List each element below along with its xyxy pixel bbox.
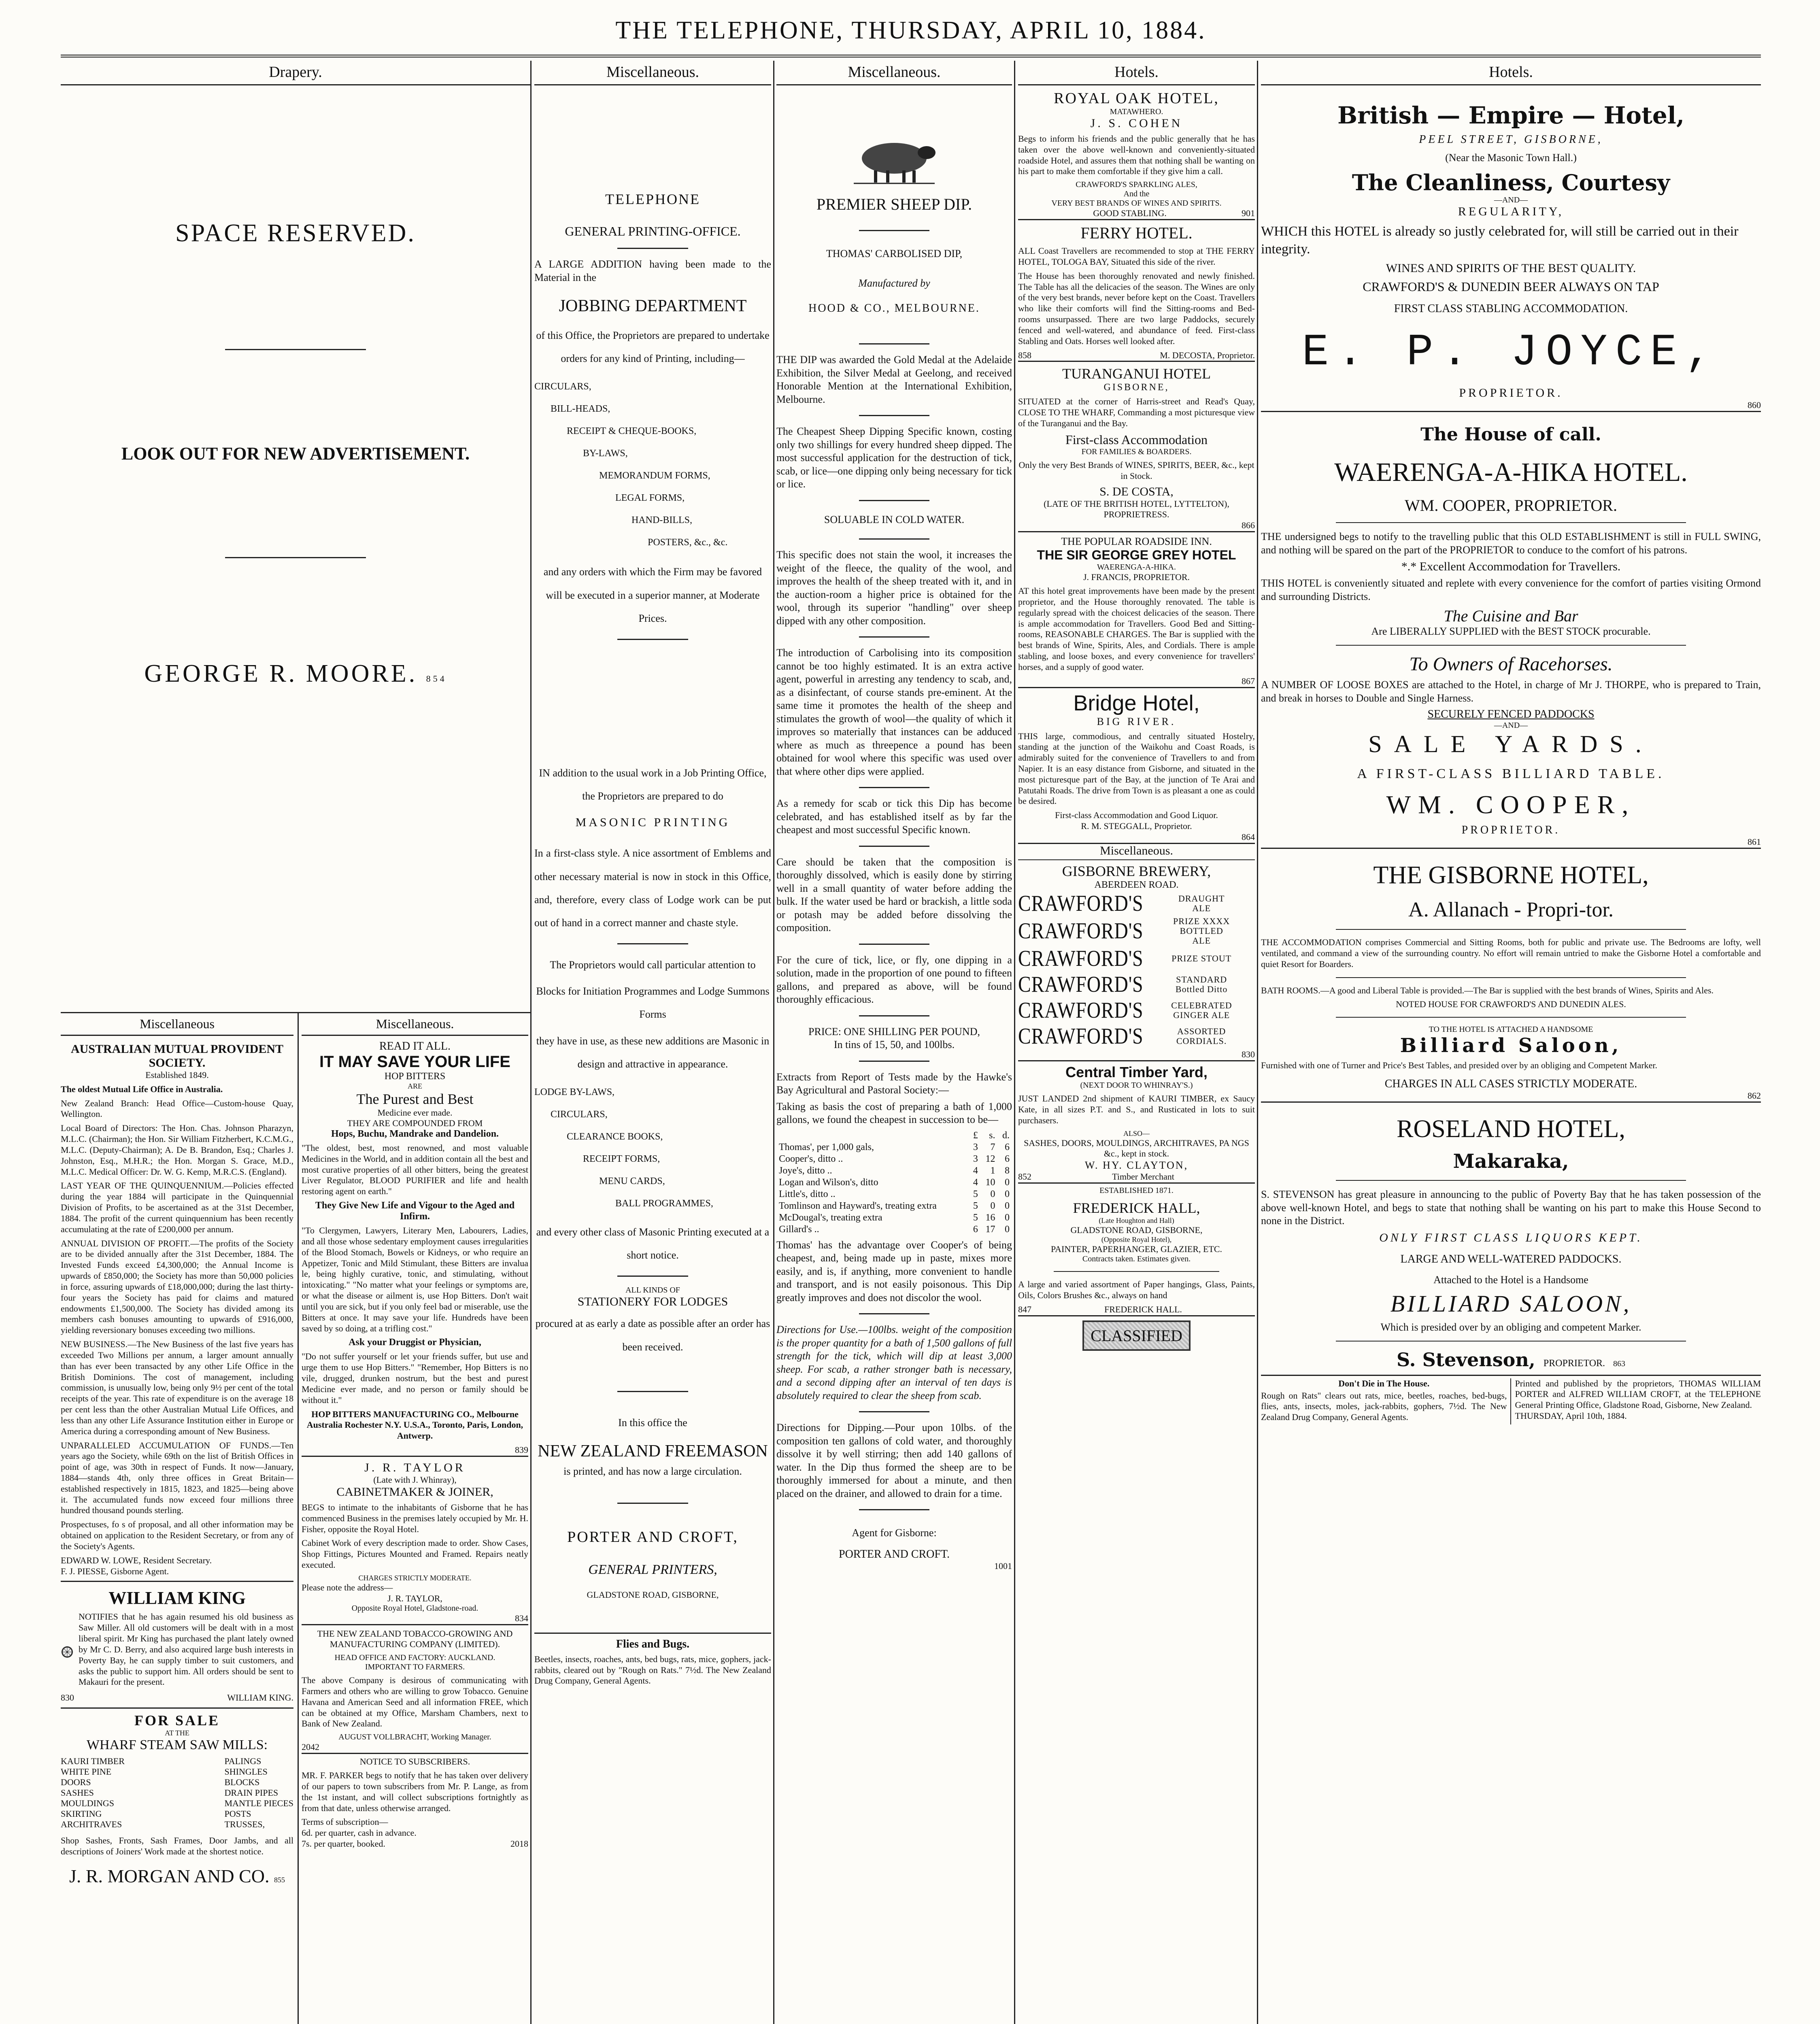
table-cell: 0 <box>1005 1212 1010 1223</box>
table-cell: 3 <box>973 1142 978 1152</box>
list-item: LEGAL FORMS, <box>615 493 685 504</box>
list-item: HAND-BILLS, <box>631 515 692 526</box>
list-item: LODGE BY-LAWS, <box>534 1087 615 1097</box>
list-item: DOORS <box>61 1777 91 1788</box>
list-item: DRAIN PIPES <box>224 1788 279 1798</box>
list-item: BY-LAWS, <box>583 448 628 459</box>
morgan-firm: J. R. MORGAN AND CO. 855 <box>69 1865 285 1886</box>
list-item: KAURI TIMBER <box>61 1756 125 1767</box>
list-item: WHITE PINE <box>61 1767 112 1777</box>
table-cell: Gillard's .. <box>779 1224 819 1235</box>
list-item: MENU CARDS, <box>599 1176 665 1186</box>
turanganui-title: TURANGANUI HOTEL <box>1062 366 1211 382</box>
stevenson-name: S. Stevenson, <box>1396 1348 1535 1371</box>
space-reserved: SPACE RESERVED. <box>175 219 416 247</box>
table-cell: Logan and Wilson's, ditto <box>779 1177 878 1188</box>
list-item: SKIRTING <box>61 1809 102 1819</box>
table-cell: 0 <box>1005 1188 1010 1199</box>
table-cell: 5 <box>973 1200 978 1211</box>
imprint: Printed and published by the proprietors, THOMAS WILLIAM PORTER and ALFRED WILLIAM CROFT, at the TELEPHONE General Printing Office, Gladstone Road, Gisborne, New Zealand. <box>1515 1378 1761 1410</box>
section-head: Miscellaneous. <box>534 61 771 85</box>
king-title: WILLIAM KING <box>108 1588 246 1608</box>
column-divider <box>298 1012 299 2024</box>
table-cell: Cooper's, ditto .. <box>779 1153 843 1164</box>
list-item: RECEIPT FORMS, <box>583 1154 660 1164</box>
section-head: Miscellaneous. <box>776 61 1012 85</box>
table-row <box>776 1153 1012 1165</box>
list-item: BALL PROGRAMMES, <box>615 1198 713 1209</box>
table-header: £ <box>973 1130 978 1141</box>
table-cell: 6 <box>1005 1142 1010 1152</box>
printing-list <box>534 381 771 548</box>
table-cell: 1 <box>990 1165 995 1176</box>
table-cell: 5 <box>973 1212 978 1223</box>
brand-product: STANDARD Bottled Ditto <box>1175 974 1228 995</box>
list-item: BILL-HEADS, <box>551 404 610 415</box>
sheep-dip-column: Miscellaneous. PREMIER SHEEP DIP. THOMAS' CARBOLISED DIP, Manufactured by HOOD & CO., MELBOURNE. THE DIP was awarded the Gold Medal at the Adelaide Exhibition, the Silver Medal at Geelong, and received Honorable Mention at the International Exhibition, Melbourne. The Cheapest Sheep Dipping Specific known, costing only two shillings for every hundred sheep dipped. The most successful application for the destruction of tick, scab, or lice—one dipping only being necessary for tick or lice. SOLUABLE IN COLD WATER. This specific does not stain the wool, it increases the weight of the fleece, the quality of the wool, and improves the health of the sheep treated with it, and in the auction-room a higher price is obtained for the wool, through its superior "handling" over sheep dipped with any other composition. The introduction of Carbolising into its composition cannot be too highly estimated. It is an extra active agent, powerful in arresting any tendency to scab, and, as a disinfectant, of course stands pre-eminent. At the same time it promotes the health of the sheep and stimulates the growth of wool—the quality of which it improves so materially that instances can be adduced where as much as threepence a pound has been obtained for wool where this specific was used over that where other dips were applied. As a remedy for scab or tick this Dip has become celebrated, and has established itself as by far the cheapest and most successful Specific known. Care should be taken that the composition is thoroughly dissolved, which is easily done by stirring well in a small quantity of water before adding the bulk. If the water used be hard or brackish, a little soda or potash may be added before dissolving the composition. For the cure of tick, lice, or fly, one dipping in a solution, made in the proportion of one pound to fifteen gallons, and prepared as above, will be found thoroughly efficacious. PRICE: ONE SHILLING PER POUND, In tins of 15, 50, and 100lbs. Extracts from Report of Tests made by the Hawke's Bay Agricultural and Pastoral Society:— Taking as basis the cost of preparing a bath of 1,000 gallons, we found the cheapest in succession to be— £ s. d. Thomas', per 1,000 gals, 3 7 6 Cooper's, ditto .. 3 12 6 Joye's, ditto .. 4 1 8 Logan and Wilson's, ditto 4 10 0 Little's, ditto .. 5 0 0 Tomlinson and Hayward's, treating extra 5 0 0 McDougal's, treating extra 5 16 0 Gillard's .. 6 17 0 Thomas' has the advantage over Cooper's of being cheapest, and, being made up in paste, mixes more easily, and is, if anything, more convenient to handle and transport, and is not easily poisonous. This Dip greatly improves and does not discolor the wool. Directions for Use.—100lbs. weight of the composition is the proper quantity for a bath of 1,500 gallons of full strength for the tick, which will dip at least 3,000 sheep. For scab, a rather stronger bath is necessary, and a second dipping after an interval of ten days is absolutely required to clear the sheep from scab. Directions for Dipping.—Pour upon 10lbs. of the composition ten gallons of cold water, and thoroughly dissolve it by well stirring; then add 140 gallons of water. In the Dip thus formed the sheep are to be thoroughly immersed for about a minute, and then placed on the drainer, and allowed to drain for a time. Agent for Gisborne: PORTER AND CROFT. 1001 <box>776 61 1012 2024</box>
list-item: BLOCKS <box>224 1777 260 1788</box>
joyce-name: E. P. JOYCE, <box>1302 327 1720 378</box>
look-out-notice: LOOK OUT FOR NEW ADVERTISEMENT. <box>121 444 470 463</box>
sheep-icon <box>850 130 939 187</box>
hotels-column: Hotels. ROYAL OAK HOTEL, MATAWHERO. J. S. COHEN Begs to inform his friends and the public generally that he has taken over the above well-known and conveniently-situated roadside Hotel, and assures them that nothing shall be wanting on his part to make them comfortable if they give him a call. CRAWFORD'S SPARKLING ALES, And the VERY BEST BRANDS OF WINES AND SPIRITS. GOOD STABLING. 901 FERRY HOTEL. ALL Coast Travellers are recommended to stop at THE FERRY HOTEL, TOLOGA BAY, Situated this side of the river. The House has been thoroughly renovated and newly finished. The Table has all the delicacies of the season. The Wines are only of the very best brands, never before kept on the Coast. Travellers who like their comforts will find the Sitting-rooms and Bed-rooms unsurpassed. There are two large Paddocks, securely fenced and well-watered, and abundance of feed. First-class Stabling and Oats. Horses well looked after. 858 M. DECOSTA, Proprietor. TURANGANUI HOTEL GISBORNE, SITUATED at the corner of Harris-street and Read's Quay, CLOSE TO THE WHARF, Commanding a most picturesque view of the Turanganui and the Bay. First-class Accommodation FOR FAMILIES & BOARDERS. Only the very Best Brands of WINES, SPIRITS, BEER, &c., kept in Stock. S. DE COSTA, (LATE OF THE BRITISH HOTEL, LYTTELTON), PROPRIETRESS. 866 THE POPULAR ROADSIDE INN. THE SIR GEORGE GREY HOTEL WAERENGA-A-HIKA. J. FRANCIS, PROPRIETOR. AT this hotel great improvements have been made by the present proprietor, and the House thoroughly renovated. The table is regularly spread with the choicest delicacies of the season. There is ample accommodation for Travellers. Good Bed and Sitting-rooms, REASONABLE CHARGES. The Bar is supplied with the best brands of Wine, Spirits, Ales, and Cordials. There is ample stabling, and loose boxes, and every convenience for travellers' horses, and a supply of good water. 867 Bridge Hotel, BIG RIVER. THIS large, commodious, and centrally situated Hostelry, standing at the junction of the Waikohu and Coast Roads, is admirably suited for the convenience of Travellers to and from Napier. It is an easy distance from Gisborne, and situated in the most picturesque part of the Bay, at the junction of Te Arai and Patutahi Roads. The drive from Town is as pleasant a one as could be desired. First-class Accommodation and Good Liquor. R. M. STEGGALL, Proprietor. 864 Miscellaneous. GISBORNE BREWERY, ABERDEEN ROAD. CRAWFORD'S DRAUGHT ALE CRAWFORD'S PRIZE XXXX BOTTLED ALE CRAWFORD'S PRIZE STOUT CRAWFORD'S STANDARD Bottled Ditto CRAWFORD'S CELEBRATED GINGER ALE CRAWFORD'S ASSORTED CORDIALS. 830 Central Timber Yard, (NEXT DOOR TO WHINRAY'S.) JUST LANDED 2nd shipment of KAURI TIMBER, ex Saucy Kate, in all sizes P.T. and S., and Rusticated in lots to suit purchasers. ALSO— SASHES, DOORS, MOULDINGS, ARCHITRAVES, PA NGS &c., kept in stock. W. HY. CLAYTON, 852 Timber Merchant ESTABLISHED 1871. FREDERICK HALL, (Late Houghton and Hall) GLADSTONE ROAD, GISBORNE, (Opposite Royal Hotel), PAINTER, PAPERHANGER, GLAZIER, ETC. Contracts taken. Estimates given. A large and varied assortment of Paper hangings, Glass, Paints, Oils, Colors Brushes &c., always on hand 847 FREDERICK HALL. CLASSIFIED <box>1018 61 1255 2024</box>
section-head: Hotels. <box>1261 61 1761 85</box>
hop-column: Miscellaneous. READ IT ALL. IT MAY SAVE YOUR LIFE HOP BITTERS ARE The Purest and Best Medicine ever made. THEY ARE COMPOUNDED FROM Hops, Buchu, Mandrake and Dandelion. "The oldest, best, most renowned, and most valuable Medicines in the World, and in addition contain all the best and most curative properties of all other bitters, being the greatest Liver Regulator, BLOOD PURIFIER and life and health restoring agent on earth." They Give New Life and Vigour to the Aged and Infirm. "To Clergymen, Lawyers, Literary Men, Labourers, Ladies, and all those whose sedentary employment causes irregularities of the Blood Stomach, Bowels or Kidneys, or who require an Appetizer, Tonic and Mild Stimulant, these Bitters are invalua le, being highly curative, tonic, and stimulating, without intoxicating." "No matter what your feelings or symptoms are, or what the disease or ailment is, use Hop Bitters. Don't wait until you are sick, but if you only feel bad or miserable, use the Bitters at once. It may save your life. Hundreds have been saved by so doing, at a trifling cost." Ask your Druggist or Physician, "Do not suffer yourself or let your friends suffer, but use and urge them to use Hop Bitters." "Remember, Hop Bitters is no vile, drugged, drunken nostrum, but the best and purest Medicine ever made, and no person or family should be without it." HOP BITTERS MANUFACTURING CO., Melbourne Australia Rochester N.Y. U.S.A., Toronto, Paris, London, Antwerp. 839 J. R. TAYLOR (Late with J. Whinray), CABINETMAKER & JOINER, BEGS to intimate to the inhabitants of Gisborne that he has commenced Business in the premises lately occupied by Mr. H. Fisher, opposite the Royal Hotel. Cabinet Work of every description made to order. Show Cases, Shop Fittings, Pictures Mounted and Framed. Repairs neatly executed. CHARGES STRICTLY MODERATE. Please note the address— J. R. TAYLOR, Opposite Royal Hotel, Gladstone-road. 834 THE NEW ZEALAND TOBACCO-GROWING AND MANUFACTURING COMPANY (LIMITED). HEAD OFFICE AND FACTORY: AUCKLAND. IMPORTANT TO FARMERS. The above Company is desirous of communicating with Farmers and others who are willing to grow Tobacco. Genuine Havana and American Seed and all information FREE, which can be obtained at my Office, Marsham Chambers, next to Bank of New Zealand. AUGUST VOLLBRACHT, Working Manager. 2042 NOTICE TO SUBSCRIBERS. MR. F. PARKER begs to notify that he has taken over delivery of our papers to town subscribers from Mr. P. Lange, as from the 1st instant, and will collect subscriptions fortnightly as from that date, unless otherwise arranged. Terms of subscription— 6d. per quarter, cash in advance. 7s. per quarter, booked. 2018 <box>302 1014 528 2024</box>
table-cell: 17 <box>985 1224 995 1235</box>
table-cell: 16 <box>985 1212 995 1223</box>
brand-name: CRAWFORD'S <box>1018 946 1144 972</box>
brewery-item <box>1018 946 1255 972</box>
table-cell: 0 <box>990 1188 995 1199</box>
brewery-item <box>1018 997 1255 1023</box>
brand-product: DRAUGHT ALE <box>1178 893 1225 913</box>
masthead: THE TELEPHONE, THURSDAY, APRIL 10, 1884. <box>615 17 1206 44</box>
brewery-item <box>1018 916 1255 946</box>
table-cell: 0 <box>1005 1177 1010 1188</box>
hotels-right-column: Hotels. British — Empire — Hotel, PEEL STREET, GISBORNE, (Near the Masonic Town Hall.) The Cleanliness, Courtesy —AND— REGULARITY, WHICH this HOTEL is already so justly celebrated for, will still be carried out in their integrity. WINES AND SPIRITS OF THE BEST QUALITY. CRAWFORD'S & DUNEDIN BEER ALWAYS ON TAP FIRST CLASS STABLING ACCOMMODATION. E. P. JOYCE, PROPRIETOR. 860 The House of call. WAERENGA-A-HIKA HOTEL. WM. COOPER, PROPRIETOR. THE undersigned begs to notify to the travelling public that this OLD ESTABLISHMENT is still in FULL SWING, and nothing will be spared on the part of the PROPRIETOR to conduce to the comfort of his patrons. *.* Excellent Accommodation for Travellers. THIS HOTEL is conveniently situated and replete with every convenience for the comfort of parties visiting Ormond and surrounding Districts. The Cuisine and Bar Are LIBERALLY SUPPLIED with the BEST STOCK procurable. To Owners of Racehorses. A NUMBER OF LOOSE BOXES are attached to the Hotel, in charge of Mr J. THORPE, who is prepared to Train, and break in horses to Double and Single Harness. SECURELY FENCED PADDOCKS —AND— SALE YARDS. A FIRST-CLASS BILLIARD TABLE. WM. COOPER, PROPRIETOR. 861 THE GISBORNE HOTEL, A. Allanach - Propri-tor. THE ACCOMMODATION comprises Commercial and Sitting Rooms, both for public and private use. The Bedrooms are lofty, well ventilated, and command a view of the surrounding country. No effort will remain untried to make the Gisborne Hotel a comfortable and quiet Resort for Boarders. BATH ROOMS.—A good and Liberal Table is provided.—The Bar is supplied with the best brands of Wines, Spirits and Ales. NOTED HOUSE FOR CRAWFORD'S AND DUNEDIN ALES. TO THE HOTEL IS ATTACHED A HANDSOME Billiard Saloon, Furnished with one of Turner and Price's Best Tables, and presided over by an obliging and Competent Marker. CHARGES IN ALL CASES STRICTLY MODERATE. 862 ROSELAND HOTEL, Makaraka, S. STEVENSON has great pleasure in announcing to the public of Poverty Bay that he has taken possession of the above well-known Hotel, and begs to state that nothing shall be wanting on his part to make this House Second to none in the District. ONLY FIRST CLASS LIQUORS KEPT. LARGE AND WELL-WATERED PADDOCKS. Attached to the Hotel is a Handsome BILLIARD SALOON, Which is presided over by an obliging and competent Marker. S. Stevenson, PROPRIETOR. 863 Don't Die in The House. Rough on Rats" clears out rats, mice, beetles, roaches, bed-bugs, flies, ants, insects, moles, jack-rabbits, gophers, 7½d. The New Zealand Drug Company, General Agents. Printed and published by the proprietors, THOMAS WILLIAM PORTER and ALFRED WILLIAM CROFT, at the TELEPHONE General Printing Office, Gladstone Road, Gisborne, New Zealand. THURSDAY, April 10th, 1884. <box>1261 61 1761 2024</box>
roseland-hotel-title: ROSELAND HOTEL, <box>1397 1115 1625 1143</box>
amp-est: Established 1849. <box>145 1070 209 1080</box>
column-divider <box>1257 61 1258 2024</box>
table-row <box>776 1212 1012 1224</box>
table-cell: Tomlinson and Hayward's, treating extra <box>779 1200 937 1211</box>
section-head: Miscellaneous. <box>1018 844 1255 860</box>
printing-column: Miscellaneous. TELEPHONE GENERAL PRINTING-OFFICE. A LARGE ADDITION having been made to the Material in the JOBBING DEPARTMENT of this Office, the Proprietors are prepared to undertake orders for any kind of Printing, including— CIRCULARS, BILL-HEADS, RECEIPT & CHEQUE-BOOKS, BY-LAWS, MEMORANDUM FORMS, LEGAL FORMS, HAND-BILLS, POSTERS, &c., &c. and any orders with which the Firm may be favored will be executed in a superior manner, at Moderate Prices. IN addition to the usual work in a Job Printing Office, the Proprietors are prepared to do MASONIC PRINTING In a first-class style. A nice assortment of Emblems and other necessary material is now in stock in this Office, and, therefore, every class of Lodge work can be put out of hand in a correct manner and chaste style. The Proprietors would call particular attention to Blocks for Initiation Programmes and Lodge Summons Forms they have in use, as these new additions are Masonic in design and attractive in appearance. LODGE BY-LAWS, CIRCULARS, CLEARANCE BOOKS, RECEIPT FORMS, MENU CARDS, BALL PROGRAMMES, and every other class of Masonic Printing executed at a short notice. ALL KINDS OF STATIONERY FOR LODGES procured at as early a date as possible after an order has been received. In this office the NEW ZEALAND FREEMASON is printed, and has now a large circulation. PORTER AND CROFT, GENERAL PRINTERS, GLADSTONE ROAD, GISBORNE, Flies and Bugs. Beetles, insects, roaches, ants, bed bugs, rats, mice, gophers, jack-rabbits, cleared out by "Rough on Rats." 7½d. The New Zealand Drug Company, General Agents. <box>534 61 771 2024</box>
sir-george-grey-title: THE SIR GEORGE GREY HOTEL <box>1037 548 1236 563</box>
list-item: ARCHITRAVES <box>61 1819 122 1830</box>
column-divider <box>773 61 774 2024</box>
royal-oak-title: ROYAL OAK HOTEL, <box>1054 90 1219 107</box>
table-cell: Joye's, ditto .. <box>779 1165 832 1176</box>
brewery-item <box>1018 1023 1255 1049</box>
table-cell: 0 <box>1005 1224 1010 1235</box>
table-cell: Little's, ditto .. <box>779 1188 836 1199</box>
table-header: s. <box>989 1130 995 1141</box>
column-divider <box>530 61 532 2024</box>
list-item: MEMORANDUM FORMS, <box>599 470 710 481</box>
hop-title: IT MAY SAVE YOUR LIFE <box>319 1053 510 1071</box>
table-row <box>776 1142 1012 1153</box>
list-item: MOULDINGS <box>61 1798 114 1809</box>
brand-name: CRAWFORD'S <box>1018 1024 1144 1049</box>
table-header: d. <box>1002 1130 1010 1141</box>
saw-blade-icon <box>61 1612 74 1692</box>
amp-title: AUSTRALIAN MUTUAL PROVIDENT SOCIETY. <box>70 1042 284 1069</box>
brand-name: CRAWFORD'S <box>1018 918 1144 944</box>
table-row <box>776 1200 1012 1212</box>
brewery-item <box>1018 891 1255 916</box>
jobbing-title: JOBBING DEPARTMENT <box>559 297 747 315</box>
table-cell: 7 <box>990 1142 995 1152</box>
british-empire-title: British — Empire — Hotel, <box>1337 102 1685 129</box>
table-cell: 6 <box>1005 1153 1010 1164</box>
table-cell: 10 <box>985 1177 995 1188</box>
dip-price-table <box>776 1130 1012 1235</box>
ferry-hotel-title: FERRY HOTEL. <box>1080 224 1193 242</box>
brand-name: CRAWFORD'S <box>1018 998 1144 1023</box>
section-head: Miscellaneous. <box>302 1014 528 1036</box>
brand-product: CELEBRATED GINGER ALE <box>1171 1000 1232 1021</box>
list-item: SASHES <box>61 1788 94 1798</box>
list-item: SHINGLES <box>224 1767 268 1777</box>
sheep-dip-title: PREMIER SHEEP DIP. <box>816 195 972 213</box>
table-cell: 6 <box>973 1224 978 1235</box>
freemason-title: NEW ZEALAND FREEMASON <box>538 1442 768 1461</box>
table-cell: 8 <box>1005 1165 1010 1176</box>
table-cell: Thomas', per 1,000 gals, <box>779 1142 874 1152</box>
masthead-rule <box>61 55 1761 57</box>
list-item: MANTLE PIECES <box>224 1798 293 1809</box>
amp-column: Miscellaneous AUSTRALIAN MUTUAL PROVIDENT SOCIETY. Established 1849. The oldest Mutual Life Office in Australia. New Zealand Branch: Head Office—Custom-house Quay, Wellington. Local Board of Directors: The Hon. Chas. Johnson Pharazyn, M.L.C. (Chairman); the Hon. Sir William Fitzherbert, K.C.M.G., M.L.C. (Deputy-Chairman); A. De B. Brandon, Esq.; Charles J. Johnston, Esq., M.H.R.; the Hon. Morgan S. Grace, M.D., M.L.C. Medical Officer: Dr. W. G. Kemp, M.R.C.S. (England). LAST YEAR OF THE QUINQUENNIUM.—Policies effected during the year 1884 will participate in the Quinquennial Division of Profits, to be ascertained as at the 31st December, 1884. The profit of the current quinquennium has been recently accumulating at the rate of £200,000 per annum. ANNUAL DIVISION OF PROFIT.—The profits of the Society are to be divided annually after the 31st December, 1884. The Invested Funds exceed £4,300,000; the Annual Income is upwards of £850,000; the Society has more than 50,000 policies in force, assuring upwards of £18,000,000; during the last thirty-four years the Society has paid for claims and matured endowments £1,500,000. The Society has divided among its members cash bonuses amounting to upwards of £916,000, yielding reversionary bonuses exceeding two millions. NEW BUSINESS.—The New Business of the last five years has exceeded Two Millions per annum, a larger amount annually than has ever been transacted by any other Life Office in the British Dominions. The cost of management, including commission, is unusually low, being only 9½ per cent of the total receipts of the year. This rate of expenditure is on the average 18 per cent less than the other Australian Mutual Life Offices, and less than any other Life Assurance Institution either in Europe or America during a corresponding amount of New Business. UNPARALLELED ACCUMULATION OF FUNDS.—Ten years ago the Society, while 69th on the list of British Offices in point of age, was 30th in respect of Funds. It now—January, 1884—stands 4th, only three offices in Great Britain—established respectively in 1815, 1823, and 1825—being above it. The accumulated funds now exceed four millions three hundred thousand pounds sterling. Prospectuses, fo s of proposal, and all other information may be obtained on application to the Resident Secretary, or from any of the Society's Agents. EDWARD W. LOWE, Resident Secretary. F. J. PIESSE, Gisborne Agent. WILLIAM KING NOTIFIES that he has again resumed his old business as Saw Miller. All old customers will be dealt with in a most liberal spirit. Mr King has purchased the plant lately owned by Mr C. D. Berry, and also acquired large bush interests in Poverty Bay, he can supply timber to suit customers, and asks the public to support him. All orders should be sent to Makauri for the present. 830 WILLIAM KING. FOR SALE AT THE WHARF STEAM SAW MILLS: KAURI TIMBER WHITE PINE DOORS SASHES MOULDINGS SKIRTING ARCHITRAVES PALINGS SHINGLES BLOCKS DRAIN PIPES MANTLE PIECES POSTS TRUSSES, Shop Sashes, Fronts, Sash Frames, Door Jambs, and all descriptions of Joiners' Work made at the shortest notice. J. R. MORGAN AND CO. 855 <box>61 1014 293 2024</box>
masonic-list <box>534 1087 771 1209</box>
brewery-title: GISBORNE BREWERY, <box>1062 863 1211 879</box>
section-head: Drapery. <box>61 61 530 85</box>
table-cell: McDougal's, treating extra <box>779 1212 882 1223</box>
list-item: POSTERS, &c., &c. <box>648 537 728 548</box>
table-cell: 12 <box>985 1153 995 1164</box>
brand-name: CRAWFORD'S <box>1018 972 1144 997</box>
section-head: Hotels. <box>1018 61 1255 85</box>
moore-name: GEORGE R. MOORE. 854 <box>144 660 447 687</box>
classified-stamp: CLASSIFIED <box>1018 1320 1255 1351</box>
table-cell: 4 <box>973 1177 978 1188</box>
table-cell: 4 <box>973 1165 978 1176</box>
bridge-hotel-title: Bridge Hotel, <box>1073 691 1200 715</box>
column-divider <box>1014 61 1015 2024</box>
list-item: CIRCULARS, <box>534 381 591 392</box>
brand-product: PRIZE STOUT <box>1172 953 1232 964</box>
list-item: POSTS <box>224 1809 251 1819</box>
list-item: TRUSSES, <box>224 1819 265 1830</box>
timber-yard-title: Central Timber Yard, <box>1065 1064 1208 1081</box>
brand-product: PRIZE XXXX BOTTLED ALE <box>1173 916 1230 946</box>
table-cell: 3 <box>973 1153 978 1164</box>
table-row <box>776 1224 1012 1235</box>
forsale-list <box>61 1756 293 1830</box>
section-head: Miscellaneous <box>61 1014 293 1036</box>
brewery-item <box>1018 972 1255 997</box>
list-item: RECEIPT & CHEQUE-BOOKS, <box>567 426 697 437</box>
table-cell: 5 <box>973 1188 978 1199</box>
brand-name: CRAWFORD'S <box>1018 891 1144 916</box>
waerenga-hotel-title: WAERENGA-A-HIKA HOTEL. <box>1334 457 1688 487</box>
brewery-list <box>1018 891 1255 1050</box>
table-row <box>776 1177 1012 1188</box>
table-cell: 0 <box>1005 1200 1010 1211</box>
gisborne-hotel-title: THE GISBORNE HOTEL, <box>1373 861 1649 889</box>
list-item: CLEARANCE BOOKS, <box>567 1131 663 1142</box>
list-item: CIRCULARS, <box>551 1109 608 1120</box>
frederick-hall-title: FREDERICK HALL, <box>1073 1200 1200 1216</box>
brand-product: ASSORTED CORDIALS. <box>1176 1026 1227 1046</box>
list-item: PALINGS <box>224 1756 262 1767</box>
drapery-section <box>61 61 530 1012</box>
table-row <box>776 1188 1012 1200</box>
table-cell: 0 <box>990 1200 995 1211</box>
footer-row: Don't Die in The House. Rough on Rats" clears out rats, mice, beetles, roaches, bed-bugs, flies, ants, insects, moles, jack-rabbits, gophers, 7½d. The New Zealand Drug Company, General Agents. Printed and published by the proprietors, THOMAS WILLIAM PORTER and ALFRED WILLIAM CROFT, at the TELEPHONE General Printing Office, Gladstone Road, Gisborne, New Zealand. THURSDAY, April 10th, 1884. <box>1261 1378 1761 1424</box>
table-row <box>776 1165 1012 1177</box>
